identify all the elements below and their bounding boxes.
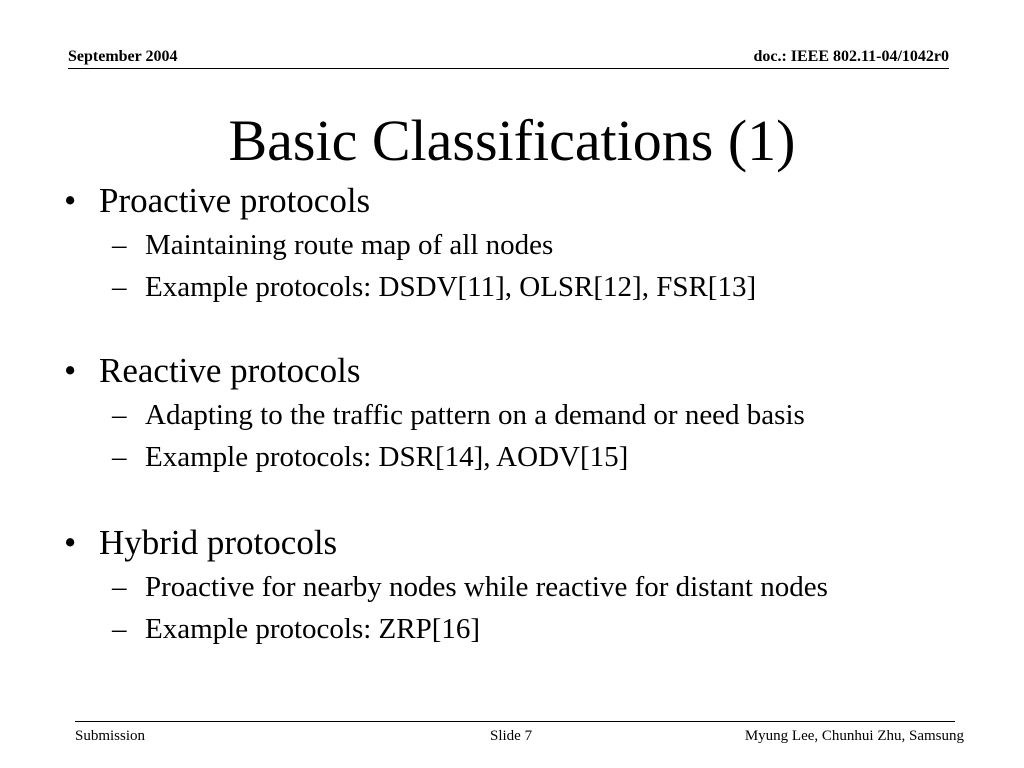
dash-icon: –: [112, 399, 127, 431]
footer-submission: Submission: [75, 728, 146, 744]
sub-bullet-text: Maintaining route map of all nodes: [145, 229, 554, 261]
dash-icon: –: [112, 271, 127, 303]
header-date: September 2004: [68, 48, 178, 65]
sub-bullet: [112, 270, 756, 304]
sub-bullet: [112, 440, 628, 474]
bullet-reactive: [64, 351, 360, 391]
footer-slide-number: Slide 7: [490, 728, 533, 744]
bullet-text: Proactive protocols: [99, 181, 371, 220]
bullet-text: Reactive protocols: [99, 351, 361, 390]
dash-icon: –: [112, 613, 127, 645]
dash-icon: –: [112, 571, 127, 603]
bullet-text: Hybrid protocols: [99, 523, 338, 562]
bullet-icon: •: [64, 523, 77, 562]
bullet-hybrid: [64, 523, 337, 563]
sub-bullet: [112, 612, 480, 646]
sub-bullet: [112, 398, 805, 432]
sub-bullet-text: Example protocols: ZRP[16]: [145, 613, 481, 645]
dash-icon: –: [112, 229, 127, 261]
footer-authors: Myung Lee, Chunhui Zhu, Samsung: [744, 728, 964, 744]
bullet-icon: •: [64, 351, 77, 390]
sub-bullet-text: Proactive for nearby nodes while reactive for distant nodes: [145, 571, 828, 603]
bullet-icon: •: [64, 181, 77, 220]
sub-bullet: [112, 228, 553, 262]
header-doc-id: doc.: IEEE 802.11-04/1042r0: [753, 48, 949, 65]
footer-rule: [75, 721, 955, 722]
slide-title: Basic Classifications (1): [228, 108, 796, 173]
sub-bullet-text: Adapting to the traffic pattern on a demand or need basis: [145, 399, 805, 431]
sub-bullet: [112, 570, 828, 604]
sub-bullet-text: Example protocols: DSR[14], AODV[15]: [145, 441, 629, 473]
sub-bullet-text: Example protocols: DSDV[11], OLSR[12], FSR[13]: [145, 271, 757, 303]
bullet-proactive: [64, 181, 370, 221]
dash-icon: –: [112, 441, 127, 473]
